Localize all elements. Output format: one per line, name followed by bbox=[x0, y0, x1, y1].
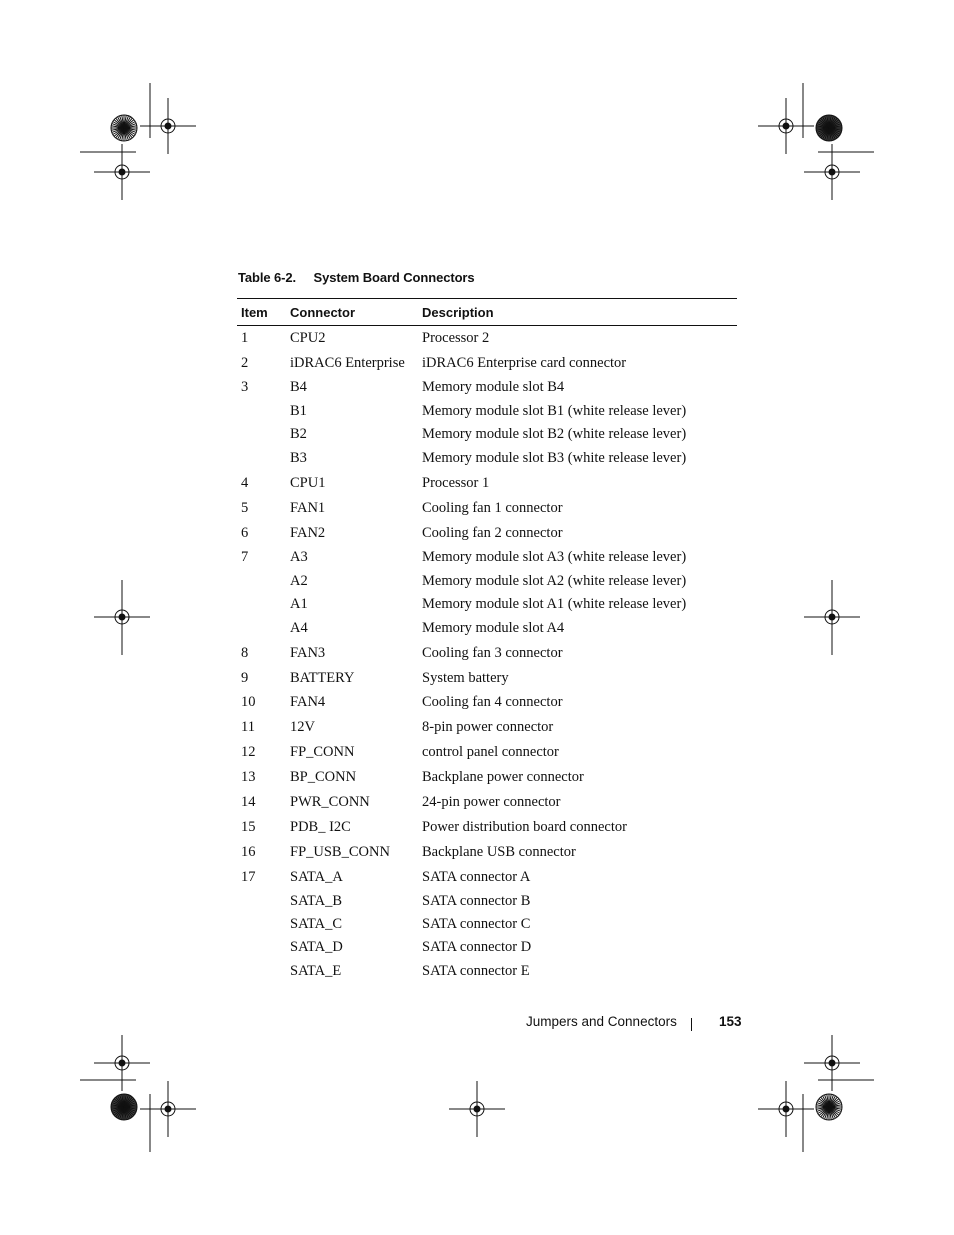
row-item: 17 bbox=[241, 869, 256, 885]
table-row bbox=[237, 793, 737, 811]
row-description: Processor 2 bbox=[422, 330, 490, 346]
table-body bbox=[237, 326, 737, 986]
row-description: iDRAC6 Enterprise card connector bbox=[422, 355, 627, 371]
row-connector: FAN3 bbox=[290, 645, 326, 661]
table-caption bbox=[238, 270, 475, 285]
row-connector: B4 bbox=[290, 379, 307, 395]
table-row bbox=[237, 474, 737, 492]
row-item: 11 bbox=[241, 719, 255, 735]
row-item: 2 bbox=[241, 355, 249, 371]
row-item bbox=[237, 938, 290, 956]
table-row bbox=[237, 669, 737, 687]
row-connector: FP_USB_CONN bbox=[290, 844, 390, 860]
row-item bbox=[237, 595, 290, 613]
footer-separator bbox=[691, 1018, 692, 1031]
table-row bbox=[237, 938, 737, 956]
row-item bbox=[237, 572, 290, 590]
row-connector: B3 bbox=[290, 450, 307, 466]
header-connector: Connector bbox=[290, 304, 355, 320]
row-connector: BATTERY bbox=[290, 670, 355, 686]
row-description: Memory module slot A1 (white release lever) bbox=[422, 596, 687, 612]
table-row bbox=[237, 768, 737, 786]
table-row bbox=[237, 548, 737, 566]
table-row bbox=[237, 743, 737, 761]
table-row bbox=[237, 962, 737, 980]
table-row bbox=[237, 892, 737, 910]
row-item bbox=[237, 449, 290, 467]
page-number: 153 bbox=[719, 1014, 742, 1029]
row-connector: SATA_D bbox=[290, 939, 343, 955]
row-description: Processor 1 bbox=[422, 475, 490, 491]
table-row bbox=[237, 329, 737, 347]
row-description: SATA connector D bbox=[422, 939, 532, 955]
row-connector: A4 bbox=[290, 620, 308, 636]
row-item: 10 bbox=[241, 694, 256, 710]
header-item: Item bbox=[241, 304, 268, 320]
row-connector: BP_CONN bbox=[290, 769, 357, 785]
table-row bbox=[237, 524, 737, 542]
row-connector: FAN4 bbox=[290, 694, 326, 710]
row-connector: SATA_B bbox=[290, 893, 343, 909]
row-description: SATA connector C bbox=[422, 916, 531, 932]
row-connector: CPU2 bbox=[290, 330, 326, 346]
table-row bbox=[237, 449, 737, 467]
row-description: Memory module slot B4 bbox=[422, 379, 565, 395]
header-description: Description bbox=[422, 304, 494, 320]
row-connector: SATA_E bbox=[290, 963, 342, 979]
table-row bbox=[237, 843, 737, 861]
row-description: Backplane USB connector bbox=[422, 844, 576, 860]
row-item: 9 bbox=[241, 670, 249, 686]
connectors-table bbox=[237, 298, 737, 986]
table-row bbox=[237, 718, 737, 736]
row-item: 6 bbox=[241, 525, 249, 541]
row-item: 12 bbox=[241, 744, 256, 760]
row-description: Cooling fan 2 connector bbox=[422, 525, 563, 541]
row-connector: SATA_A bbox=[290, 869, 343, 885]
table-header bbox=[237, 298, 737, 326]
table-row bbox=[237, 499, 737, 517]
table-title: System Board Connectors bbox=[313, 270, 475, 285]
row-connector: A3 bbox=[290, 549, 308, 565]
table-row bbox=[237, 693, 737, 711]
row-connector: PWR_CONN bbox=[290, 794, 370, 810]
row-item: 15 bbox=[241, 819, 256, 835]
row-connector: PDB_ I2C bbox=[290, 819, 351, 835]
row-item: 3 bbox=[241, 379, 249, 395]
row-item: 5 bbox=[241, 500, 249, 516]
row-description: Cooling fan 4 connector bbox=[422, 694, 563, 710]
row-description: Memory module slot A2 (white release lever) bbox=[422, 573, 687, 589]
row-description: Backplane power connector bbox=[422, 769, 584, 785]
table-row bbox=[237, 619, 737, 637]
row-description: Memory module slot B2 (white release lever) bbox=[422, 426, 687, 442]
row-item: 16 bbox=[241, 844, 256, 860]
row-item: 4 bbox=[241, 475, 249, 491]
row-description: SATA connector E bbox=[422, 963, 530, 979]
row-connector: SATA_C bbox=[290, 916, 343, 932]
row-connector: B1 bbox=[290, 403, 307, 419]
row-connector: iDRAC6 Enterprise bbox=[290, 355, 405, 371]
row-connector: FP_CONN bbox=[290, 744, 355, 760]
row-description: Memory module slot A3 (white release lever) bbox=[422, 549, 687, 565]
row-item: 13 bbox=[241, 769, 256, 785]
row-item: 14 bbox=[241, 794, 256, 810]
row-description: System battery bbox=[422, 670, 509, 686]
row-description: Cooling fan 3 connector bbox=[422, 645, 563, 661]
table-row bbox=[237, 402, 737, 420]
row-item: 7 bbox=[241, 549, 249, 565]
row-connector: FAN2 bbox=[290, 525, 326, 541]
table-row bbox=[237, 915, 737, 933]
table-row bbox=[237, 354, 737, 372]
table-row bbox=[237, 644, 737, 662]
row-connector: 12V bbox=[290, 719, 315, 735]
table-row bbox=[237, 595, 737, 613]
row-description: control panel connector bbox=[422, 744, 559, 760]
row-description: Power distribution board connector bbox=[422, 819, 627, 835]
row-item bbox=[237, 619, 290, 637]
row-connector: A2 bbox=[290, 573, 308, 589]
table-row bbox=[237, 868, 737, 886]
row-description: Cooling fan 1 connector bbox=[422, 500, 563, 516]
row-description: 24-pin power connector bbox=[422, 794, 561, 810]
table-row bbox=[237, 378, 737, 396]
row-item bbox=[237, 892, 290, 910]
table-row bbox=[237, 818, 737, 836]
row-item: 8 bbox=[241, 645, 249, 661]
row-connector: B2 bbox=[290, 426, 307, 442]
row-item bbox=[237, 402, 290, 420]
row-connector: FAN1 bbox=[290, 500, 326, 516]
row-item bbox=[237, 425, 290, 443]
row-description: 8-pin power connector bbox=[422, 719, 554, 735]
footer-section: Jumpers and Connectors bbox=[526, 1014, 677, 1029]
row-connector: CPU1 bbox=[290, 475, 326, 491]
row-item bbox=[237, 962, 290, 980]
row-description: SATA connector A bbox=[422, 869, 531, 885]
row-item bbox=[237, 915, 290, 933]
row-connector: A1 bbox=[290, 596, 308, 612]
row-item: 1 bbox=[241, 330, 249, 346]
row-description: Memory module slot B1 (white release lever) bbox=[422, 403, 687, 419]
row-description: SATA connector B bbox=[422, 893, 531, 909]
table-row bbox=[237, 572, 737, 590]
row-description: Memory module slot A4 bbox=[422, 620, 565, 636]
table-number: Table 6-2. bbox=[238, 270, 297, 285]
row-description: Memory module slot B3 (white release lever) bbox=[422, 450, 687, 466]
table-row bbox=[237, 425, 737, 443]
